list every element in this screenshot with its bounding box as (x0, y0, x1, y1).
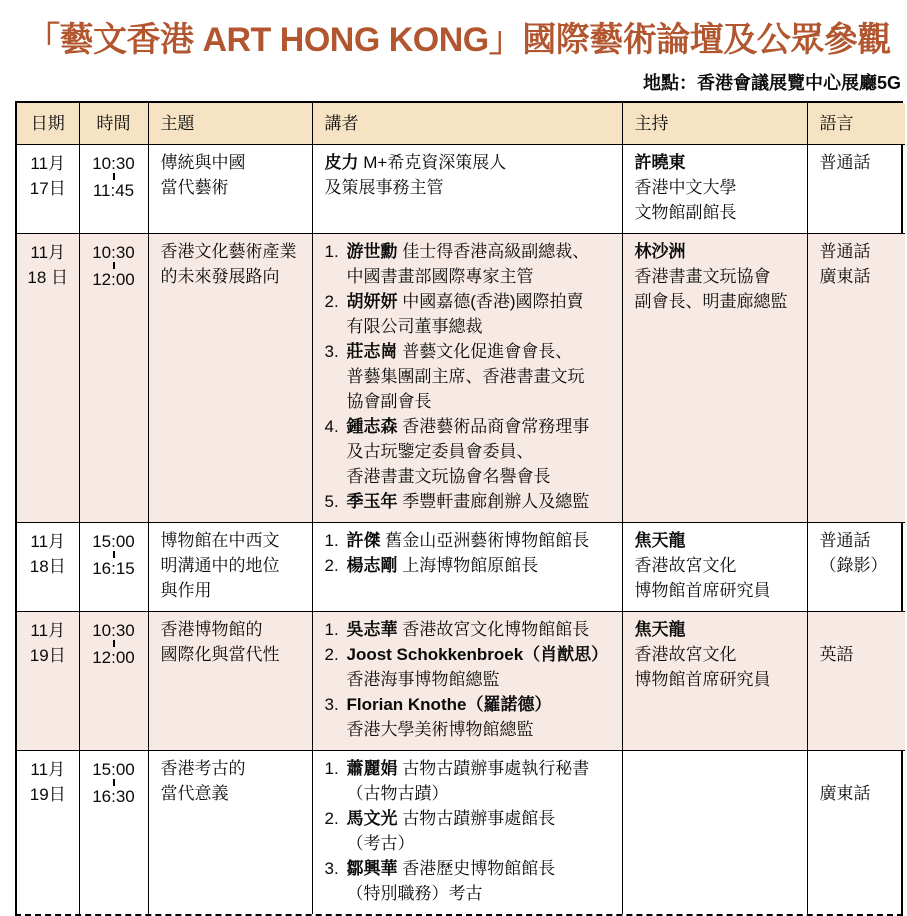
speaker-body (347, 806, 614, 856)
cell-host (622, 612, 807, 751)
cell-time (79, 234, 148, 523)
speaker-desc-line: 及古玩鑒定委員會委員、 (346, 442, 534, 461)
cell-date (17, 751, 79, 915)
header-row (17, 103, 905, 145)
speaker-name: 許傑 (346, 531, 381, 550)
topic-line: 香港文化藝術產業 (160, 242, 297, 261)
date-line: 19日 (29, 785, 66, 804)
language-line: 英語 (819, 645, 854, 664)
cell-time (79, 523, 148, 612)
speaker-first-line: 莊志崗 普藝文化促進會會長、 (346, 342, 573, 361)
speaker-body (347, 642, 614, 692)
cell-host (622, 523, 807, 612)
language-line: （錄影） (819, 556, 888, 575)
topic-line: 明溝通中的地位 (160, 556, 280, 575)
speaker-name: 鍾志森 (346, 417, 398, 436)
speaker-body (325, 150, 614, 200)
host-name: 林沙洲 (634, 242, 686, 261)
cell-language (807, 145, 905, 234)
speaker-name: 季玉年 (346, 492, 398, 511)
host-name: 焦天龍 (634, 620, 686, 639)
speaker-name: Florian Knothe（羅諾德） (346, 695, 552, 714)
speaker-body (347, 617, 614, 642)
speaker-desc-line: 普藝集團副主席、香港書畫文玩 (346, 367, 585, 386)
time-end: 16:30 (92, 787, 135, 806)
speaker-item (325, 642, 614, 692)
language-line: 普通話 (819, 153, 871, 172)
speaker-desc-line: 及策展事務主管 (324, 178, 444, 197)
speaker-number: 1. (324, 759, 339, 778)
cell-topic (148, 751, 312, 915)
speaker-body (347, 856, 614, 906)
speaker-desc-line: 協會副會長 (346, 392, 432, 411)
cell-date (17, 234, 79, 523)
time-end: 12:00 (92, 270, 135, 289)
speaker-first-line: 鄒興華 香港歷史博物館館長 (346, 859, 556, 878)
schedule-table-wrapper (15, 101, 903, 916)
host-desc-line: 博物館首席研究員 (634, 670, 771, 689)
speaker-name: 馬文光 (346, 809, 398, 828)
speaker-first-line: 吳志華 香港故宮文化博物館館長 (346, 620, 590, 639)
cell-language (807, 751, 905, 915)
date-line: 18 日 (27, 268, 69, 287)
topic-line: 與作用 (160, 581, 212, 600)
schedule-row (17, 234, 905, 523)
cell-date (17, 612, 79, 751)
schedule-row (17, 145, 905, 234)
speaker-body (347, 339, 614, 414)
speaker-first-line: 蕭麗娟 古物古蹟辦事處執行秘書 (346, 759, 590, 778)
topic-line: 的未來發展路向 (160, 267, 280, 286)
cell-topic (148, 234, 312, 523)
host-desc-line: 副會長、明畫廊總監 (634, 292, 788, 311)
speaker-desc-line: 香港書畫文玩協會名譽會長 (346, 467, 551, 486)
host-desc-line: 香港故宮文化 (634, 556, 737, 575)
cell-time (79, 612, 148, 751)
speaker-first-line: 胡妍妍 中國嘉德(香港)國際拍賣 (346, 292, 584, 311)
topic-line: 博物館在中西文 (160, 531, 280, 550)
cell-language (807, 612, 905, 751)
host-desc-line: 博物館首席研究員 (634, 581, 771, 600)
date-line: 11月 (30, 243, 66, 262)
speaker-number: 1. (324, 242, 339, 261)
topic-line: 當代意義 (160, 784, 229, 803)
cell-language (807, 234, 905, 523)
speaker-number: 2. (324, 809, 339, 828)
cell-date (17, 145, 79, 234)
host-desc-line: 文物館副館長 (634, 203, 737, 222)
speaker-item (325, 414, 614, 489)
speaker-item (325, 617, 614, 642)
time-start: 10:30 (92, 621, 135, 640)
speaker-first-line (347, 642, 614, 667)
topic-line: 香港博物館的 (160, 620, 263, 639)
speaker-number: 4. (324, 417, 339, 436)
page-title: 「藝文香港 ART HONG KONG」國際藝術論壇及公眾參觀 (26, 21, 891, 59)
cell-speakers (312, 612, 622, 751)
speaker-name: 吳志華 (346, 620, 398, 639)
speaker-name: 莊志崗 (346, 342, 398, 361)
speaker-desc-line: （特別職務）考古 (346, 884, 483, 903)
cell-speakers (312, 234, 622, 523)
date-line: 11月 (30, 532, 66, 551)
cell-topic (148, 612, 312, 751)
speaker-item (325, 339, 614, 414)
speaker-name: 胡妍妍 (346, 292, 398, 311)
speaker-first-line (347, 692, 614, 717)
host-desc-line: 香港書畫文玩協會 (634, 267, 771, 286)
speaker-number: 1. (324, 620, 339, 639)
speaker-number: 3. (324, 695, 339, 714)
speaker-number: 2. (324, 645, 339, 664)
speaker-item (325, 239, 614, 289)
speaker-desc-line: 中國書畫部國際專家主管 (346, 267, 534, 286)
cell-date (17, 523, 79, 612)
speaker-first-line: 皮力 M+希克資深策展人 (324, 153, 507, 172)
topic-line: 國際化與當代性 (160, 645, 280, 664)
column-header-language: 語言 (807, 103, 905, 145)
cell-host (622, 145, 807, 234)
speaker-name: Joost Schokkenbroek（肖猷思） (346, 645, 609, 664)
speaker-number: 2. (324, 292, 339, 311)
speaker-body (347, 239, 614, 289)
column-header-date: 日期 (17, 103, 79, 145)
date-line: 17日 (29, 179, 66, 198)
speaker-item (325, 150, 614, 200)
speaker-number: 2. (324, 556, 339, 575)
schedule-table-body (17, 145, 905, 915)
speaker-name: 游世勳 (346, 242, 398, 261)
speaker-item (325, 856, 614, 906)
time-start: 15:00 (92, 760, 135, 779)
cell-time (79, 145, 148, 234)
speaker-number: 3. (324, 342, 339, 361)
language-line: 廣東話 (819, 784, 871, 803)
speaker-name: 鄒興華 (346, 859, 398, 878)
cell-speakers (312, 523, 622, 612)
speaker-body (347, 553, 614, 578)
cell-topic (148, 523, 312, 612)
speaker-desc-line: 香港海事博物館總監 (346, 670, 500, 689)
speaker-first-line: 鍾志森 香港藝術品商會常務理事 (346, 417, 590, 436)
host-name: 焦天龍 (634, 531, 686, 550)
cell-time (79, 751, 148, 915)
speaker-item (325, 553, 614, 578)
language-line: 普通話 (819, 242, 871, 261)
speaker-first-line: 游世勳 佳士得香港高級副總裁、 (346, 242, 590, 261)
time-start: 10:30 (92, 243, 135, 262)
speaker-body (347, 489, 614, 514)
speaker-item (325, 806, 614, 856)
schedule-table (17, 103, 905, 914)
schedule-row (17, 751, 905, 915)
schedule-row (17, 612, 905, 751)
language-line: 廣東話 (819, 267, 871, 286)
schedule-row (17, 523, 905, 612)
speaker-item (325, 692, 614, 742)
date-line: 11月 (30, 760, 66, 779)
column-header-topic: 主題 (148, 103, 312, 145)
speaker-item (325, 756, 614, 806)
speaker-name: 楊志剛 (346, 556, 398, 575)
speaker-desc-line: 香港大學美術博物館總監 (346, 720, 534, 739)
date-line: 19日 (29, 646, 66, 665)
column-header-time: 時間 (79, 103, 148, 145)
host-name: 許曉東 (634, 153, 686, 172)
speaker-first-line: 許傑 舊金山亞洲藝術博物館館長 (346, 531, 590, 550)
host-desc-line: 香港故宮文化 (634, 645, 737, 664)
topic-line: 傳統與中國 (160, 153, 246, 172)
speaker-name: 蕭麗娟 (346, 759, 398, 778)
speaker-first-line: 馬文光 古物古蹟辦事處館長 (346, 809, 556, 828)
speaker-number: 1. (324, 531, 339, 550)
speaker-body (347, 289, 614, 339)
speaker-desc-line: （古物古蹟） (346, 784, 449, 803)
speaker-first-line: 楊志剛 上海博物館原館長 (346, 556, 539, 575)
speaker-name: 皮力 (324, 153, 359, 172)
time-end: 12:00 (92, 648, 135, 667)
event-location: 地點：香港會議展覽中心展廳5G (642, 73, 901, 93)
speaker-body (347, 756, 614, 806)
time-end: 16:15 (92, 559, 135, 578)
cell-language (807, 523, 905, 612)
speaker-number: 5. (324, 492, 339, 511)
time-start: 15:00 (92, 532, 135, 551)
speaker-item (325, 289, 614, 339)
speaker-desc-line: 有限公司董事總裁 (346, 317, 483, 336)
time-end: 11:45 (92, 181, 135, 200)
speaker-body (347, 528, 614, 553)
speaker-item (325, 489, 614, 514)
speaker-first-line: 季玉年 季豐軒畫廊創辦人及總監 (346, 492, 590, 511)
language-line: 普通話 (819, 531, 871, 550)
time-start: 10:30 (92, 154, 135, 173)
date-line: 11月 (30, 154, 66, 173)
speaker-desc-line: （考古） (346, 834, 415, 853)
topic-line: 當代藝術 (160, 178, 229, 197)
cell-speakers (312, 751, 622, 915)
topic-line: 香港考古的 (160, 759, 246, 778)
cell-host (622, 234, 807, 523)
host-desc-line: 香港中文大學 (634, 178, 737, 197)
date-line: 11月 (30, 621, 66, 640)
cell-topic (148, 145, 312, 234)
speaker-item (325, 528, 614, 553)
speaker-body (347, 692, 614, 742)
column-header-speakers: 講者 (312, 103, 622, 145)
date-line: 18日 (29, 557, 66, 576)
cell-speakers (312, 145, 622, 234)
cell-host (622, 751, 807, 915)
speaker-number: 3. (324, 859, 339, 878)
speaker-body (347, 414, 614, 489)
column-header-host: 主持 (622, 103, 807, 145)
